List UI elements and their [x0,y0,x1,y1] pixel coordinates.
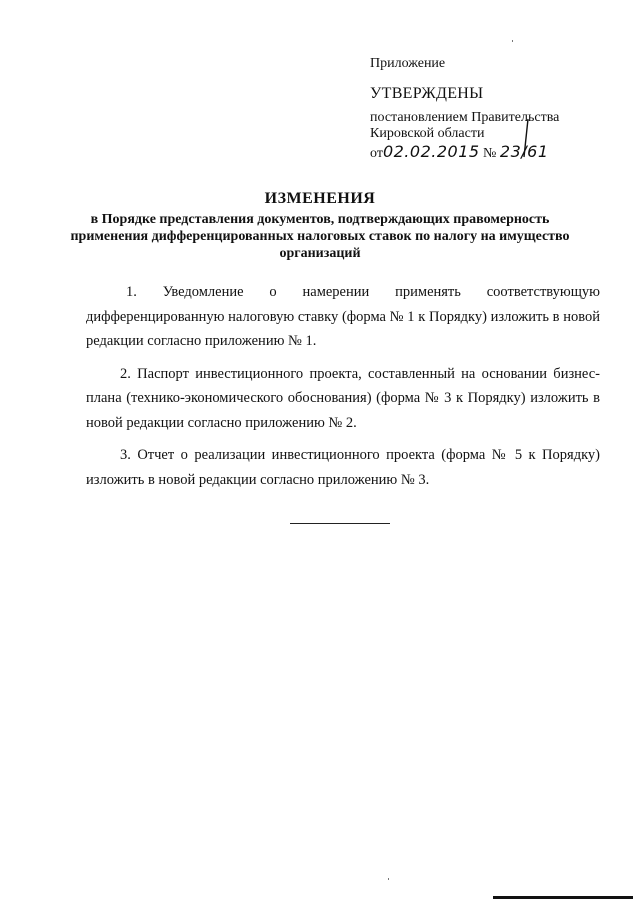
title-subtitle: в Порядке представления документов, подтверждающих правомерность применения дифференцированных налоговых ставок по налогу на имущество организаций [70,212,570,261]
list-item: 3. Отчет о реализации инвестиционного проекта (форма № 5 к Порядку) изложить в новой редакции согласно приложению № 3. [86,447,600,488]
approved-label: УТВЕРЖДЕНЫ [370,85,484,102]
scan-speck [512,40,513,42]
number-prefix: № [483,146,497,161]
approval-line-2: Кировской области [370,126,485,141]
list-item: 1. Уведомление о намерении применять соответствующую дифференцированную налоговую ставку (форма № 1 к Порядку) изложить в новой редакции согласно приложению № 1. [86,284,600,349]
handwritten-number: 23/61 [499,142,549,161]
approval-line-1: постановлением Правительства [370,110,560,125]
scan-speck [388,878,389,880]
handwritten-slash-mark [523,118,529,158]
title-main: ИЗМЕНЕНИЯ [264,190,376,207]
closing-separator-line [290,523,390,524]
scan-edge-line [493,896,633,899]
handwritten-date: 02.02.2015 [382,142,480,161]
date-prefix: от [370,146,383,161]
document-body [86,280,600,500]
appendix-label: Приложение [370,56,446,71]
list-item: 2. Паспорт инвестиционного проекта, составленный на основании бизнес-плана (технико-экономического обоснования) (форма № 3 к Порядку) изложить в новой редакции согласно приложению № 2. [86,365,600,431]
approval-date-line [370,144,630,162]
document-title [62,190,578,262]
approval-stamp [370,56,630,162]
